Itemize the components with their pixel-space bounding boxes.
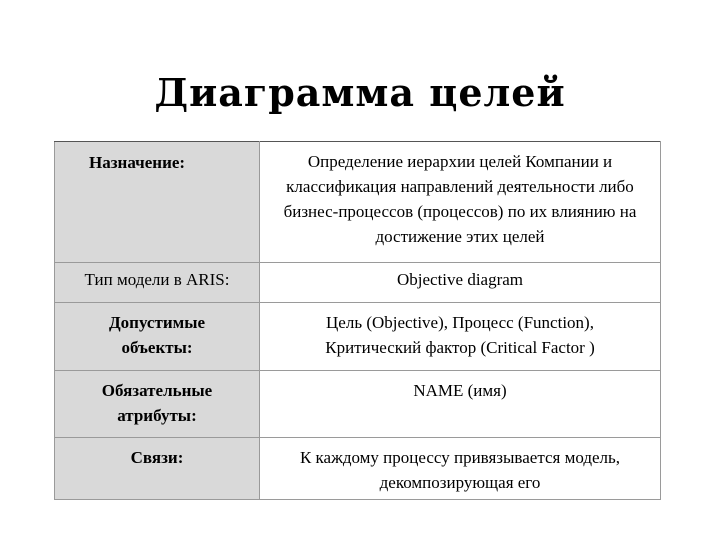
required-attributes-label: Обязательные атрибуты:: [101, 381, 213, 425]
model-type-value: Objective diagram: [396, 270, 524, 289]
row-label-cell: [55, 438, 260, 500]
table-row: [55, 303, 661, 371]
links-label: Связи:: [130, 448, 184, 467]
page-title: Диаграмма целей: [154, 70, 566, 115]
purpose-value: Определение иерархии целей Компании и классификация направлений деятельности либо бизнес-процессов (процессов) по их влиянию на достижение этих целей: [283, 152, 637, 246]
row-value-cell: [260, 142, 661, 263]
allowed-objects-value: Цель (Objective), Процесс (Function), Критический фактор (Critical Factor ): [325, 313, 595, 357]
required-attributes-value: NAME (имя): [413, 381, 507, 400]
table-row: [55, 263, 661, 303]
links-value: К каждому процессу привязывается модель, декомпозирующая его: [299, 448, 621, 492]
row-value-cell: [260, 263, 661, 303]
model-type-label: Тип модели в ARIS:: [84, 270, 230, 289]
row-value-cell: [260, 371, 661, 438]
table-row: [55, 438, 661, 500]
table-row: [55, 371, 661, 438]
table-row: [55, 142, 661, 263]
row-label-cell: [55, 142, 260, 263]
allowed-objects-label: Допустимые объекты:: [108, 313, 206, 357]
row-value-cell: [260, 303, 661, 371]
row-value-cell: [260, 438, 661, 500]
row-label-cell: [55, 263, 260, 303]
row-label-cell: [55, 303, 260, 371]
row-label-cell: [55, 371, 260, 438]
purpose-label: Назначение:: [89, 153, 186, 172]
definition-table: [54, 141, 661, 500]
